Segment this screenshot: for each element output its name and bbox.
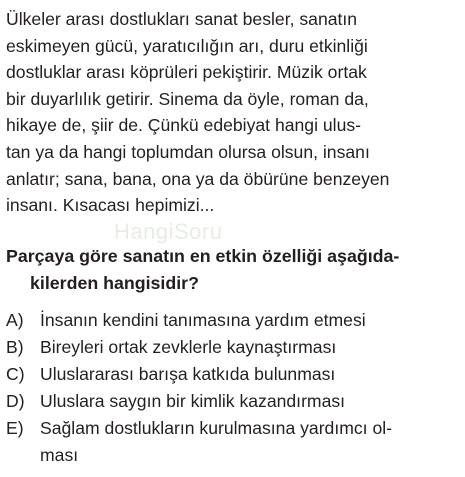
option-a[interactable] [6,307,460,334]
option-text: İnsanın kendini tanımasına yardım etmesi [40,310,366,330]
passage-line: tan ya da hangi toplumdan olursa olsun, insanı [6,141,370,162]
option-letter: A) [6,310,24,330]
passage-line: bir duyarlılık getirir. Sinema da öyle, roman da, [6,88,369,109]
option-text: Uluslararası barışa katkıda bulunması [40,364,336,384]
option-c[interactable] [6,361,460,388]
option-text: Sağlam dostlukların kurulmasına yardımcı ol- [40,418,393,438]
option-e[interactable] [6,415,460,442]
option-b[interactable] [6,334,460,361]
option-e-continuation: ması [40,445,79,465]
option-letter: B) [6,337,24,357]
option-letter: C) [6,364,25,384]
option-letter: D) [6,391,25,411]
question-stem [6,243,458,297]
option-text: Bireyleri ortak zevklerle kaynaştırması [40,337,337,357]
option-letter: E) [6,418,24,438]
question-line: kilerden hangisidir? [30,273,199,293]
option-text: Uluslara saygın bir kimlik kazandırması [40,391,346,411]
passage-line: dostluklar arası köprüleri pekiştirir. Müzik ortak [6,62,367,83]
passage-line: anlatır; sana, bana, ona ya da öbürüne benzeyen [6,168,390,189]
passage-line: hikaye de, şiir de. Çünkü edebiyat hangi ulus- [6,115,362,136]
passage-line: Ülkeler arası dostlukları sanat besler, sanatın [6,9,358,29]
passage-line: eskimeyen gücü, yaratıcılığın arı, duru etkinliği [6,35,368,56]
watermark: HangiSoru [114,219,223,244]
reading-passage [6,6,458,219]
passage-line: insanı. Kısacası hepimizi... [6,195,215,216]
question-line: Parçaya göre sanatın en etkin özelliği aşağıda- [6,246,400,266]
answer-options [6,307,460,469]
option-d[interactable] [6,388,460,415]
